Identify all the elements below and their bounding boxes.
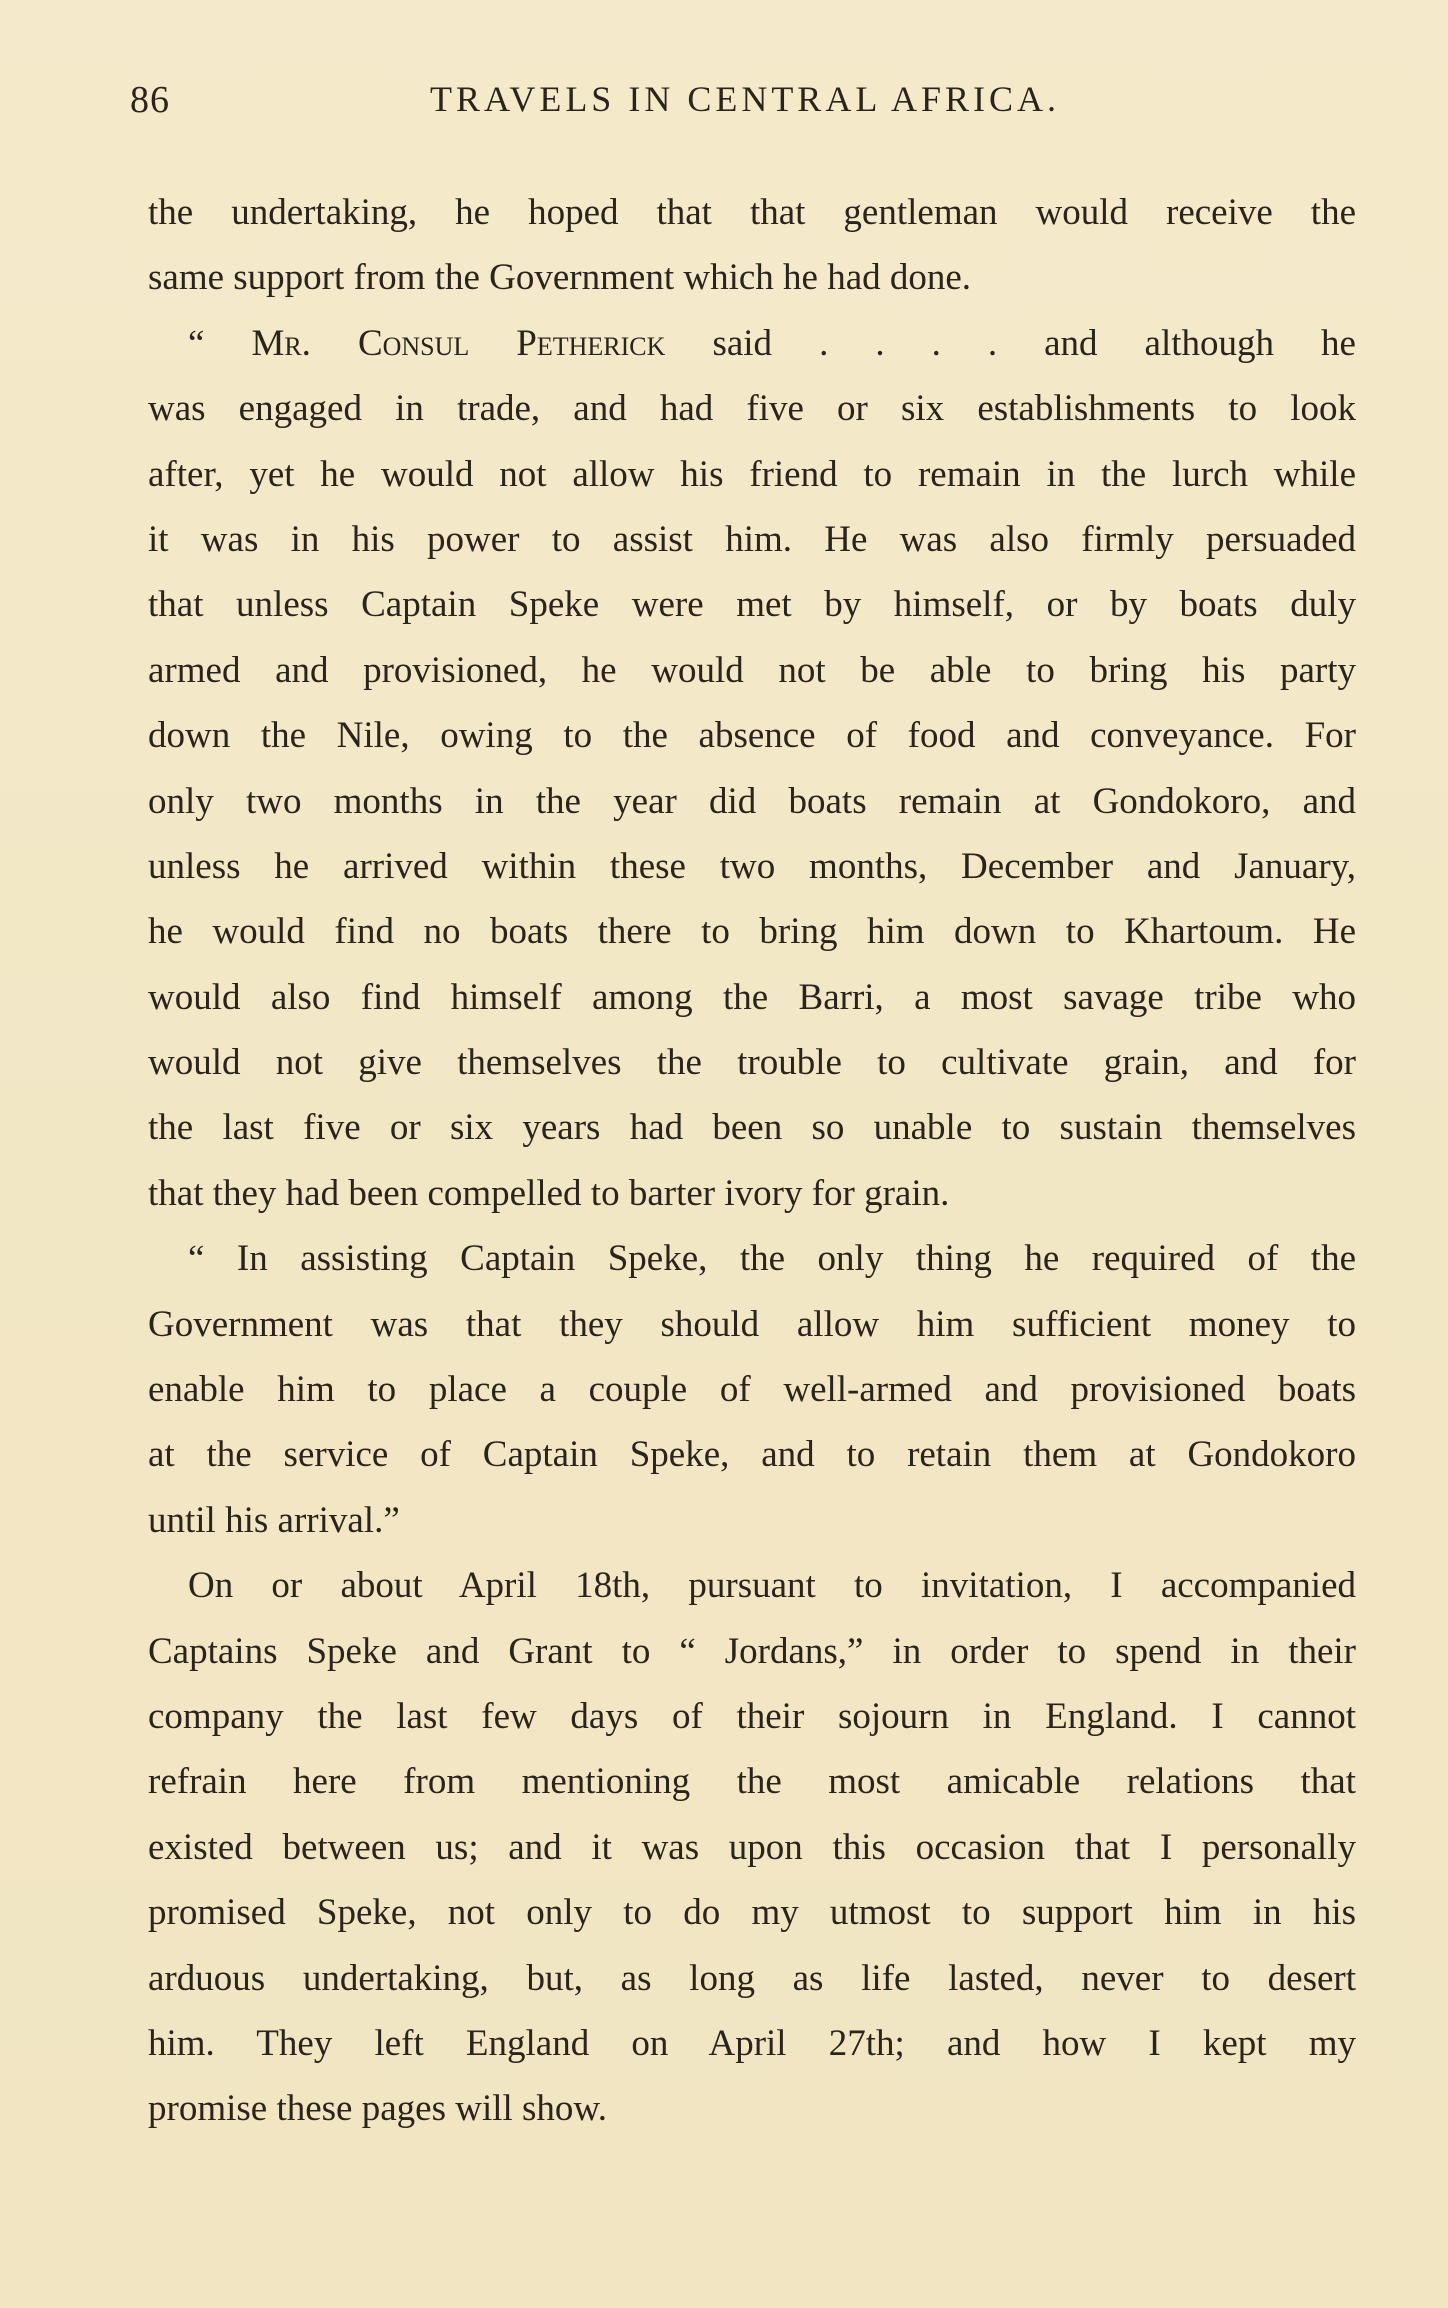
text-line: Captains Speke and Grant to “ Jordans,” in order to spend in their	[148, 1630, 1356, 1672]
text-line: “ In assisting Captain Speke, the only thing he required of the	[188, 1238, 1356, 1280]
text-line: he would find no boats there to bring him down to Khartoum. He	[148, 911, 1356, 953]
text-line: at the service of Captain Speke, and to retain them at Gondokoro	[148, 1434, 1356, 1476]
text-line: would not give themselves the trouble to cultivate grain, and for	[148, 1042, 1356, 1084]
text-line: that unless Captain Speke were met by himself, or by boats duly	[148, 584, 1356, 626]
text-line: the last five or six years had been so unable to sustain themselves	[148, 1107, 1356, 1149]
text-line: existed between us; and it was upon this occasion that I personally	[148, 1826, 1356, 1868]
text-line: enable him to place a couple of well-armed and provisioned boats	[148, 1369, 1356, 1411]
running-title: TRAVELS IN CENTRAL AFRICA.	[429, 79, 1061, 119]
text-line: down the Nile, owing to the absence of food and conveyance. For	[148, 715, 1356, 757]
body-text	[148, 180, 1356, 2142]
text-line: “ Mr. Consul Petherick said . . . . and although he	[188, 322, 1356, 364]
speaker-name: Mr. Consul Petherick	[251, 322, 666, 364]
text-line: was engaged in trade, and had five or six establishments to look	[148, 388, 1356, 430]
text-line: only two months in the year did boats remain at Gondokoro, and	[148, 780, 1356, 822]
text-line: company the last few days of their sojourn in England. I cannot	[148, 1695, 1356, 1737]
text-line: On or about April 18th, pursuant to invitation, I accompanied	[188, 1565, 1356, 1607]
text-line: until his arrival.”	[148, 1499, 400, 1541]
text-line: after, yet he would not allow his friend to remain in the lurch while	[148, 453, 1356, 495]
text-line: Government was that they should allow him sufficient money to	[148, 1303, 1356, 1345]
text-line: armed and provisioned, he would not be able to bring his party	[148, 649, 1356, 691]
text-line: refrain here from mentioning the most amicable relations that	[148, 1761, 1356, 1803]
text-line: unless he arrived within these two months, December and January,	[148, 845, 1356, 887]
text-line: promised Speke, not only to do my utmost to support him in his	[148, 1892, 1356, 1934]
running-head	[130, 78, 1360, 138]
text-line: it was in his power to assist him. He was also firmly persuaded	[148, 518, 1356, 560]
text-line: the undertaking, he hoped that that gentleman would receive the	[148, 192, 1356, 233]
text-line: him. They left England on April 27th; and how I kept my	[148, 2022, 1356, 2064]
text-line: that they had been compelled to barter ivory for grain.	[148, 1172, 950, 1214]
text-line: same support from the Government which he had done.	[148, 257, 972, 299]
text-line: promise these pages will show.	[148, 2088, 607, 2130]
page-number: 86	[130, 79, 170, 121]
text-line: arduous undertaking, but, as long as life lasted, never to desert	[148, 1957, 1356, 1999]
text-line: would also find himself among the Barri, a most savage tribe who	[148, 976, 1356, 1018]
